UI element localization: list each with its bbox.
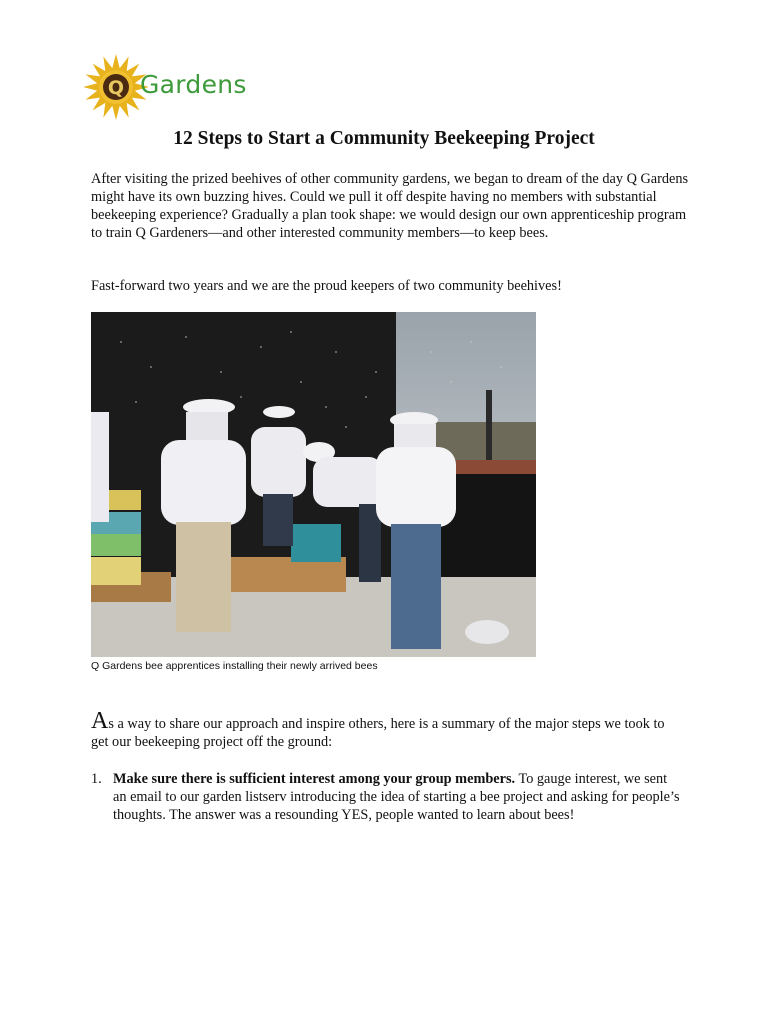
sunflower-logo-icon: [84, 52, 148, 122]
list-item-body: [113, 770, 683, 824]
summary-text: s a way to share our approach and inspire others, here is a summary of the major steps we took to get our beekeeping project off the ground:: [91, 716, 665, 750]
drop-cap: A: [91, 708, 109, 734]
second-paragraph: Fast-forward two years and we are the proud keepers of two community beehives!: [91, 278, 562, 294]
step-text: To gauge interest, we sent an email to our garden listserv introducing the idea of starting a bee project and asking for people’s thoughts. The answer was a resounding YES, people wanted to learn about bees!: [113, 771, 680, 823]
beekeepers-photo: [91, 312, 536, 657]
page-title: 12 Steps to Start a Community Beekeeping Project: [173, 128, 595, 149]
logo-wordmark: Gardens: [140, 70, 247, 99]
step-heading: Make sure there is sufficient interest among your group members.: [113, 771, 516, 787]
beekeepers-photo-illustration: [91, 312, 536, 657]
intro-paragraph: After visiting the prized beehives of other community gardens, we began to dream of the day Q Gardens might have its own buzzing hives. Could we pull it off despite having no members with substantial beekeeping experience? Gradually a plan took shape: we would design our own apprenticeship program to train Q Gardeners—and other interested community members—to keep bees.: [91, 171, 689, 241]
list-number: 1.: [91, 771, 102, 787]
svg-text:Q: Q: [107, 77, 125, 99]
summary-paragraph: [91, 708, 681, 751]
q-gardens-logo: [84, 52, 254, 122]
photo-caption: Q Gardens bee apprentices installing their newly arrived bees: [91, 660, 378, 672]
